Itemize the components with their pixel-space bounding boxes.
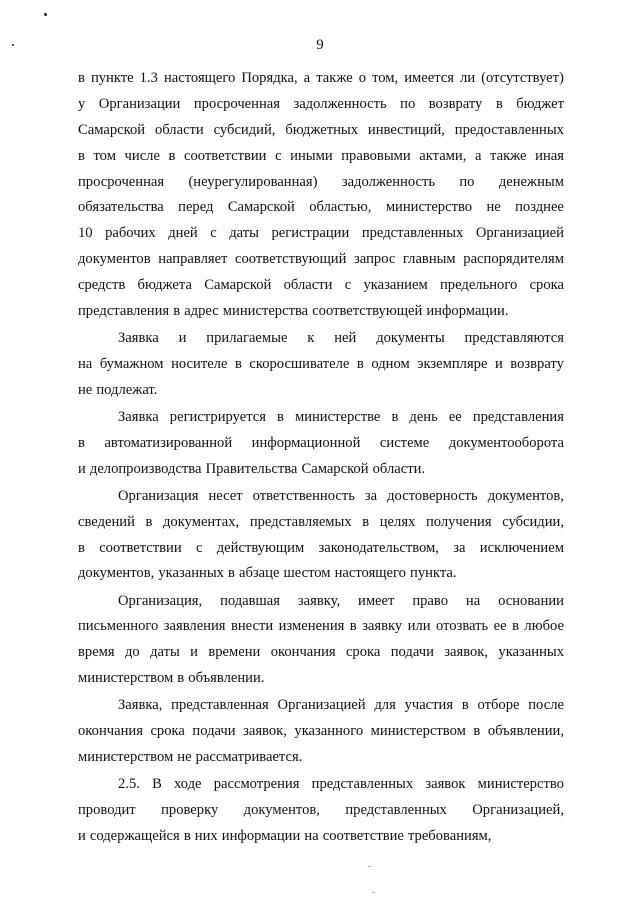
text-line: просроченная (неурегулированная) задолженность по денежным [78, 173, 564, 190]
document-body [78, 66, 564, 850]
scan-speck [44, 13, 47, 16]
text-line: министерством в объявлении. [78, 670, 265, 687]
text-line: и делопроизводства Правительства Самарской области. [78, 460, 426, 477]
text-line: Заявка, представленная Организацией для участия в отборе после [118, 697, 564, 714]
paragraph [78, 693, 564, 771]
text-line: 10 рабочих дней с даты регистрации представленных Организацией [78, 225, 564, 242]
paragraph [78, 405, 564, 483]
text-line: Организация несет ответственность за достоверность документов, [118, 487, 564, 504]
paragraph [78, 589, 564, 693]
text-line: проводит проверку документов, представленных Организацией, [78, 802, 564, 819]
paragraph [78, 66, 564, 325]
text-line: Заявка и прилагаемые к ней документы представляются [118, 330, 564, 347]
text-line: и содержащейся в них информации на соответствие требованиям, [78, 827, 492, 844]
text-line: в автоматизированной информационной системе документооборота [78, 434, 564, 451]
text-line: на бумажном носителе в скоросшивателе в одном экземпляре и возврату [78, 355, 564, 372]
text-line: документов направляет соответствующий запрос главным распорядителям [78, 251, 564, 268]
paragraph [78, 326, 564, 404]
text-line: средств бюджета Самарской области с указанием предельного срока [78, 277, 564, 294]
text-line: министерством не рассматривается. [78, 749, 303, 766]
text-line: 2.5. В ходе рассмотрения представленных заявок министерство [118, 776, 564, 793]
text-line: сведений в документах, представляемых в целях получения субсидии, [78, 513, 564, 530]
text-line: документов, указанных в абзаце шестом настоящего пункта. [78, 565, 457, 582]
text-line: в соответствии с действующим законодательством, за исключением [78, 539, 564, 556]
scan-speck [368, 866, 371, 867]
page-number: 9 [316, 37, 324, 53]
text-line: представления в адрес министерства соответствующей информации. [78, 303, 509, 320]
text-line: письменного заявления внести изменения в заявку или отозвать ее в любое [78, 618, 564, 635]
text-line: Организация, подавшая заявку, имеет право на основании [118, 592, 564, 609]
text-line: Самарской области субсидий, бюджетных инвестиций, предоставленных [78, 121, 564, 138]
text-line: время до даты и времени окончания срока подачи заявок, указанных [78, 644, 564, 661]
text-line: окончания срока подачи заявок, указанного министерством в объявлении, [78, 723, 564, 740]
paragraph [78, 772, 564, 850]
text-line: обязательства перед Самарской областью, министерство не позднее [78, 199, 564, 216]
paragraph [78, 484, 564, 588]
text-line: не подлежат. [78, 381, 158, 398]
text-line: Заявка регистрируется в министерстве в день ее представления [118, 408, 564, 425]
text-line: в том числе в соответствии с иными правовыми актами, а также иная [78, 147, 564, 164]
text-line: у Организации просроченная задолженность по возврату в бюджет [78, 95, 564, 112]
text-line: в пункте 1.3 настоящего Порядка, а также о том, имеется ли (отсутствует) [78, 70, 564, 86]
scan-speck [372, 892, 375, 893]
